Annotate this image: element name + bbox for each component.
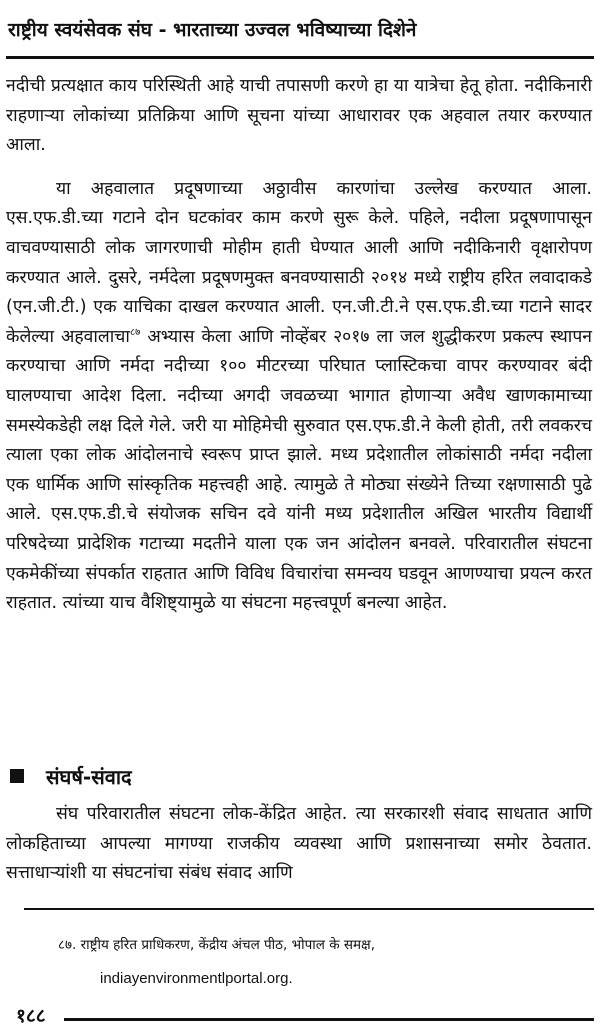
footnote-reference[interactable]: ८७ <box>129 326 141 338</box>
section-text <box>6 800 592 889</box>
main-text <box>6 72 592 619</box>
footnote-url[interactable]: indiayenvironmentlportal.org. <box>100 970 293 987</box>
footnote-text: ८७. राष्ट्रीय हरित प्राधिकरण, केंद्रीय अंचल पीठ, भोपाल के समक्ष, <box>58 937 376 953</box>
footnote-rule <box>24 908 594 910</box>
paragraph-1: नदीची प्रत्यक्षात काय परिस्थिती आहे याची तपासणी करणे हा या यात्रेचा हेतू होता. नदीकिनारी राहणाऱ्या लोकांच्या प्रतिक्रिया आणि सूचना यांच्या आधारावर एक अहवाल तयार करण्यात आला. <box>6 76 592 156</box>
square-bullet-icon <box>10 769 24 783</box>
section-paragraph: संघ परिवारातील संघटना लोक-केंद्रित आहेत. त्या सरकारशी संवाद साधतात आणि लोकहिताच्या आपल्या मागण्या राजकीय व्यवस्था आणि प्रशासनाच्या समोर ठेवतात. सत्ताधाऱ्यांशी या संघटनांचा संबंध संवाद आणि <box>6 804 592 884</box>
section-heading-text: संघर्ष-संवाद <box>46 765 132 789</box>
bottom-rule <box>64 1018 594 1021</box>
page-number: १८८ <box>16 1005 46 1027</box>
section-heading <box>10 762 570 792</box>
running-header: राष्ट्रीय स्वयंसेवक संघ - भारताच्या उज्वल भविष्याच्या दिशेने <box>8 19 417 41</box>
footnote <box>58 928 578 996</box>
paragraph-2-part-2: अभ्यास केला आणि नोव्हेंबर २०१७ ला जल शुद्धीकरण प्रकल्प स्थापन करण्याचा आणि नर्मदा नदीच्या १०० मीटरच्या परिघात प्लास्टिकचा वापर करण्यावर बंदी घालण्याचा आदेश दिला. नदीच्या अगदी जवळच्या भागात होणाऱ्या अवैध खाणकामाच्या समस्येकडेही लक्ष दिले गेले. जरी या मोहिमेची सुरुवात एस.एफ.डी.ने केली होती, तरी लवकरच त्याला एका लोक आंदोलनाचे स्वरूप प्राप्त झाले. मध्य प्रदेशातील लोकांसाठी नर्मदा नदीला एक धार्मिक आणि सांस्कृतिक महत्त्वही आहे. त्यामुळे ते मोठ्या संख्येने तिच्या रक्षणासाठी पुढे आले. एस.एफ.डी.चे संयोजक सचिन दवे यांनी मध्य प्रदेशातील अखिल भारतीय विद्यार्थी परिषदेच्या प्रादेशिक गटाच्या मदतीने याला एक जन आंदोलन बनवले. परिवारातील संघटना एकमेकींच्या संपर्कात राहतात आणि विविध विचारांचा समन्वय घडवून आणण्याचा प्रयत्न करत राहतात. त्यांच्या याच वैशिष्ट्यामुळे या संघटना महत्त्वपूर्ण बनल्या आहेत. <box>6 326 592 614</box>
paragraph-2-part-1: या अहवालात प्रदूषणाच्या अठ्ठावीस कारणांचा उल्लेख करण्यात आला. एस.एफ.डी.च्या गटाने दोन घटकांवर काम करणे सुरू केले. पहिले, नदीला प्रदूषणापासून वाचवण्यासाठी लोक जागरणाची मोहीम हाती घेण्यात आली आणि नदीकिनारी वृक्षारोपण करण्यात आले. दुसरे, नर्मदेला प्रदूषणमुक्त बनवण्यासाठी २०१४ मध्ये राष्ट्रीय हरित लवादाकडे (एन.जी.टी.) एक याचिका दाखल करण्यात आली. एन.जी.टी.ने एस.एफ.डी.च्या गटाने सादर केलेल्या अहवालाचा <box>6 178 592 347</box>
paragraph-2 <box>6 175 592 619</box>
header-rule <box>6 56 594 59</box>
